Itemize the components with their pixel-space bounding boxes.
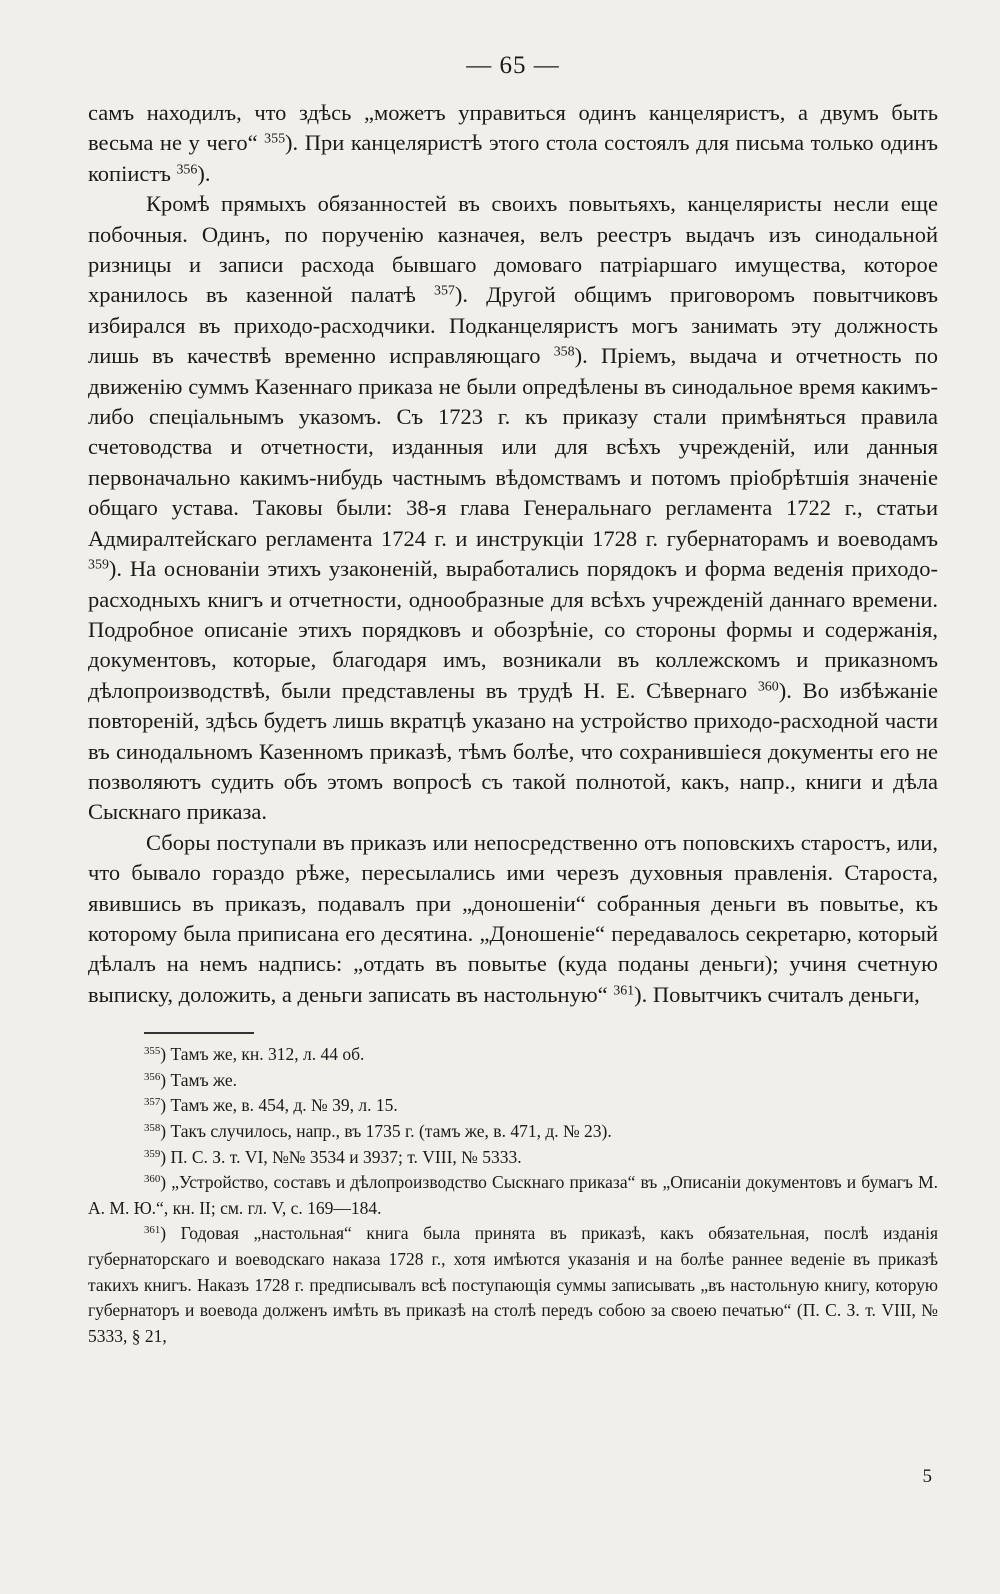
text-run: ). Повытчикъ считалъ деньги, bbox=[634, 981, 920, 1007]
footnote-ref: 356 bbox=[176, 162, 198, 178]
footnote bbox=[88, 1119, 938, 1145]
text-run: самъ находилъ, что здѣсь „можетъ управиться одинъ канцеляристъ, а двумъ быть весьма не у чего“ bbox=[88, 100, 938, 156]
footnotes bbox=[88, 1042, 938, 1349]
paragraph bbox=[88, 98, 938, 189]
footnote-text: ) Такъ случилось, напр., въ 1735 г. (тамъ же, в. 471, д. № 23). bbox=[160, 1120, 612, 1141]
footnote-number: 360 bbox=[144, 1173, 161, 1186]
text-run: ). Другой общимъ приговоромъ повытчиковъ избирался въ приходо-расходчики. Подканцеляристъ могъ занимать эту должность лишь въ качествѣ временно исправляющаго bbox=[88, 282, 938, 369]
page-number: — 65 — bbox=[466, 52, 560, 79]
footnote-text: ) П. С. З. т. VI, №№ 3534 и 3937; т. VIII, № 5333. bbox=[160, 1146, 522, 1167]
paragraph bbox=[88, 828, 938, 1010]
footnote bbox=[88, 1145, 938, 1171]
footnote bbox=[88, 1170, 938, 1221]
footnote-text: ) „Устройство, составъ и дѣлопроизводство Сыскнаго приказа“ въ „Описаніи документовъ и бумагъ М. А. М. Ю.“, кн. II; см. гл. V, с. 169—184. bbox=[88, 1172, 938, 1218]
body-text bbox=[88, 98, 938, 1010]
footnote-number: 357 bbox=[144, 1096, 161, 1109]
footnote-text: ) Тамъ же, кн. 312, л. 44 об. bbox=[160, 1044, 365, 1065]
text-run: ). Во избѣжаніе повтореній, здѣсь будетъ лишь вкратцѣ указано на устройство приходо-расходной части въ синодальномъ Казенномъ приказѣ, тѣмъ болѣе, что сохранившіеся документы его не позволяютъ судить объ этомъ вопросѣ съ такой полнотой, какъ, напр., книги и дѣла Сыскнаго приказа. bbox=[88, 677, 939, 825]
footnote bbox=[88, 1068, 938, 1094]
footnote-separator bbox=[144, 1032, 254, 1034]
text-run: Сборы поступали въ приказъ или непосредственно отъ поповскихъ старостъ, или, что бывало гораздо рѣже, пересылались ими черезъ духовныя правленія. Староста, явившись въ приказъ, подавалъ при „доношеніи“ собранныя деньги въ повытье, къ которому была приписана его десятина. „Доношеніе“ передавалось секретарю, который дѣлалъ на немъ надпись: „отдать въ повытье (куда поданы деньги); учиня счетную выписку, доложить, а деньги записать въ настольную“ bbox=[88, 829, 938, 1007]
footnote-ref: 360 bbox=[757, 679, 779, 695]
footnote-text: ) Тамъ же, в. 454, д. № 39, л. 15. bbox=[160, 1095, 398, 1116]
footnote-number: 361 bbox=[144, 1224, 161, 1237]
text-run: ). При канцеляристѣ этого стола состоялъ для письма только одинъ копіистъ bbox=[88, 130, 939, 186]
footnote-text: ) Годовая „настольная“ книга была принята въ приказѣ, какъ обязательная, послѣ изданія губернаторскаго и воеводскаго наказа 1728 г., хотя имѣются указанія и на болѣе раннее веденіе въ приказѣ такихъ книгъ. Наказъ 1728 г. предписывалъ всѣ поступающія суммы записывать „въ настольную книгу, которую губернаторъ и воевода долженъ имѣть въ приказѣ на столѣ передъ собою за своею печатью“ (П. С. З. т. VIII, № 5333, § 21, bbox=[88, 1223, 938, 1346]
footnote-ref: 357 bbox=[433, 283, 455, 299]
footnote bbox=[88, 1042, 938, 1068]
footnote bbox=[88, 1221, 938, 1349]
text-run: ). Пріемъ, выдача и отчетность по движенію суммъ Казеннаго приказа не были опредѣлены въ синодальное время какимъ-либо спеціальнымъ указомъ. Съ 1723 г. къ приказу стали примѣняться правила счетоводства и отчетности, изданныя или для всѣхъ учрежденій, или данныя первоначально какимъ-нибудь частнымъ вѣдомствамъ и потомъ пріобрѣтшія значеніе общаго устава. Таковы были: 38-я глава Генеральнаго регламента 1722 г., статьи Адмиралтейскаго регламента 1724 г. и инструкціи 1728 г. губернаторамъ и воеводамъ bbox=[88, 343, 938, 551]
footnote-ref: 355 bbox=[264, 131, 286, 147]
text-run: ). bbox=[197, 160, 211, 186]
footnote-ref: 358 bbox=[553, 344, 575, 360]
footnote-number: 358 bbox=[144, 1122, 161, 1135]
footnote bbox=[88, 1093, 938, 1119]
footnote-number: 355 bbox=[144, 1045, 161, 1058]
footnote-number: 359 bbox=[144, 1147, 161, 1160]
text-run: ). На основаніи этихъ узаконеній, выработались порядокъ и форма веденія приходо-расходныхъ книгъ и отчетности, однообразные для всѣхъ учрежденій даннаго времени. Подробное описаніе этихъ порядковъ и обозрѣніе, со стороны формы и содержанія, документовъ, которые, благодаря имъ, возникали въ коллежскомъ и приказномъ дѣлопроизводствѣ, были представлены въ трудѣ Н. Е. Сѣвернаго bbox=[88, 556, 938, 703]
footnote-text: ) Тамъ же. bbox=[160, 1069, 237, 1090]
footnote-ref: 361 bbox=[613, 983, 635, 999]
text-run: Кромѣ прямыхъ обязанностей въ своихъ повытьяхъ, канцеляристы несли еще побочныя. Одинъ, по порученію казначея, велъ реестръ выдачъ изъ синодальной ризницы и записи расхода бывшаго домоваго патріаршаго имущества, которое хранилось въ казенной палатѣ bbox=[88, 191, 938, 308]
footnote-number: 356 bbox=[144, 1070, 161, 1083]
footnote-ref: 359 bbox=[88, 557, 109, 573]
signature-mark: 5 bbox=[922, 1466, 932, 1487]
paragraph bbox=[88, 189, 938, 828]
